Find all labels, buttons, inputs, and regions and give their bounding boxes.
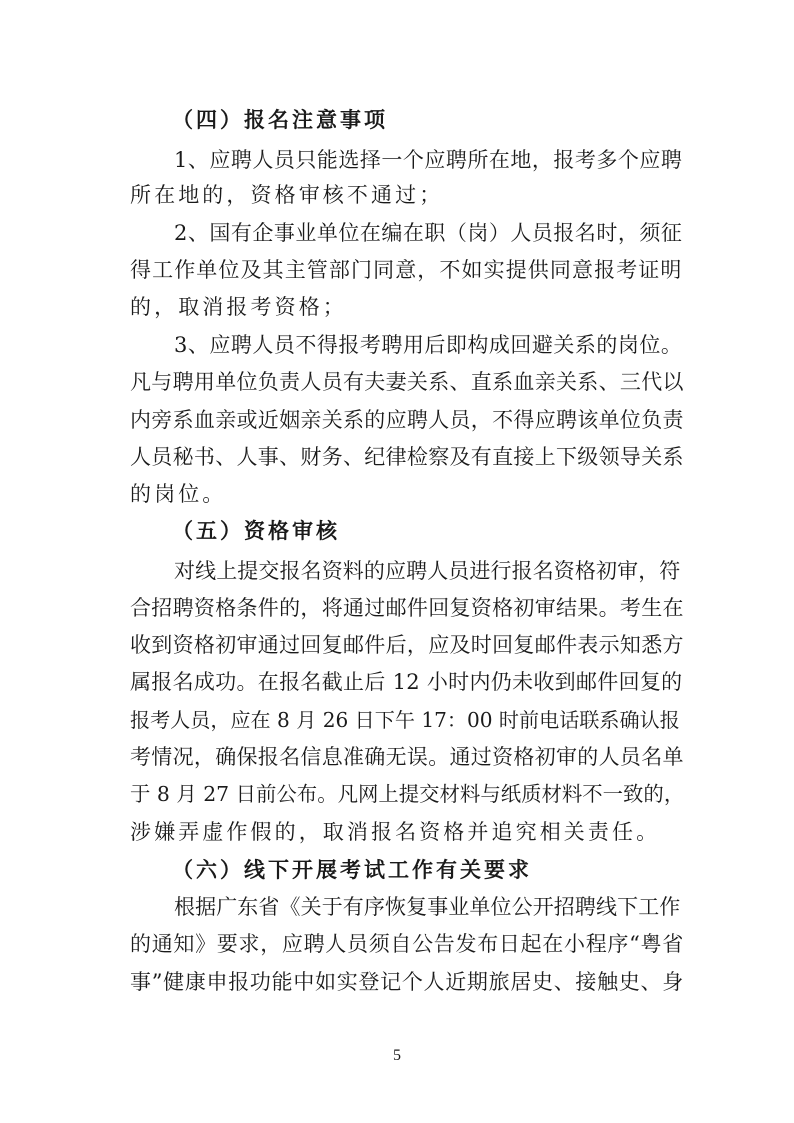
- paragraph-line: 考情况，确保报名信息准确无误。通过资格初审的人员名单: [130, 745, 684, 769]
- paragraph-line: 的通知》要求，应聘人员须自公告发布日起在小程序“粤省: [130, 932, 684, 956]
- paragraph-line: 的岗位。: [130, 482, 227, 506]
- paragraph-line: 得工作单位及其主管部门同意，不如实提供同意报考证明: [130, 258, 683, 282]
- paragraph-line: 凡与聘用单位负责人员有夫妻关系、直系血亲关系、三代以: [130, 370, 684, 394]
- paragraph-line: 事”健康申报功能中如实登记个人近期旅居史、接触史、身: [130, 970, 684, 994]
- section-heading-qualification-review: （五）资格审核: [172, 518, 340, 543]
- paragraph-line: 2、国有企事业单位在编在职（岗）人员报名时，须征: [174, 221, 683, 245]
- paragraph-line: 1、应聘人员只能选择一个应聘所在地，报考多个应聘: [174, 148, 683, 172]
- paragraph-line: 3、应聘人员不得报考聘用后即构成回避关系的岗位。: [174, 333, 683, 357]
- paragraph-line: 对线上提交报名资料的应聘人员进行报名资格初审，符: [174, 559, 681, 583]
- paragraph-line: 合招聘资格条件的，将通过邮件回复资格初审结果。考生在: [130, 596, 684, 620]
- page-number: 5: [393, 1047, 401, 1064]
- section-heading-offline-exam-requirements: （六）线下开展考试工作有关要求: [172, 857, 532, 882]
- section-heading-registration-notes: （四）报名注意事项: [172, 107, 388, 132]
- paragraph-line: 所在地的，资格审核不通过；: [130, 183, 444, 207]
- paragraph-line: 的，取消报考资格；: [130, 295, 347, 319]
- paragraph-line: 人员秘书、人事、财务、纪律检察及有直接上下级领导关系: [130, 445, 684, 469]
- paragraph-line: 属报名成功。在报名截止后 12 小时内仍未收到邮件回复的: [130, 670, 683, 694]
- paragraph-line: 内旁系血亲或近姻亲关系的应聘人员，不得应聘该单位负责: [130, 408, 684, 432]
- paragraph-line: 报考人员，应在 8 月 26 日下午 17：00 时前电话联系确认报: [130, 708, 680, 732]
- paragraph-line: 根据广东省《关于有序恢复事业单位公开招聘线下工作: [174, 895, 681, 919]
- paragraph-line: 涉嫌弄虚作假的，取消报名资格并追究相关责任。: [130, 820, 661, 844]
- paragraph-line: 于 8 月 27 日前公布。凡网上提交材料与纸质材料不一致的，: [130, 782, 685, 806]
- paragraph-line: 收到资格初审通过回复邮件后，应及时回复邮件表示知悉方: [130, 633, 684, 657]
